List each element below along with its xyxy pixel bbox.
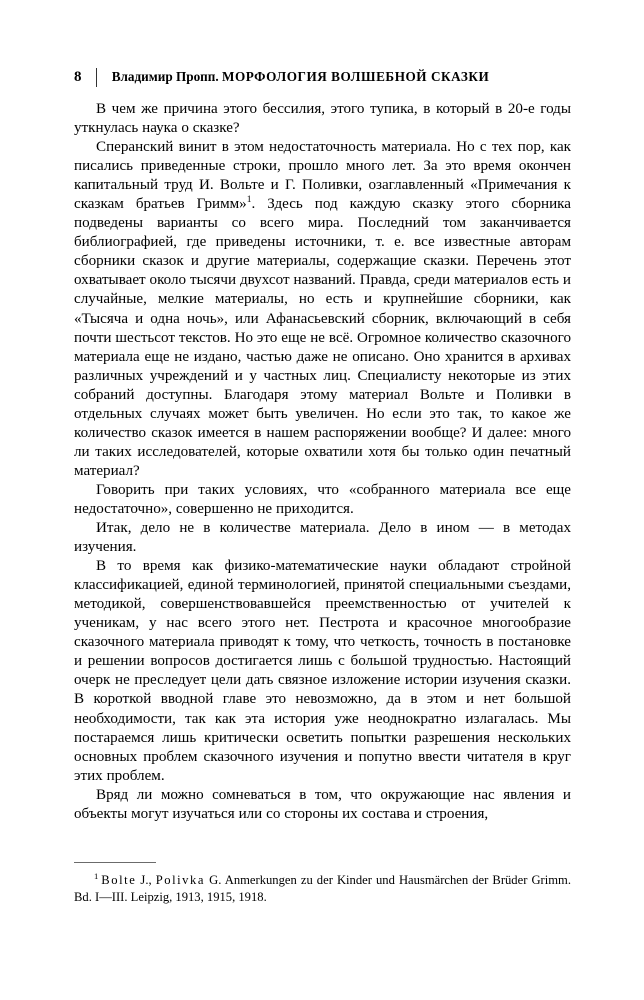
running-head-author: Владимир Пропп. — [111, 69, 222, 85]
paragraph-2-head: Сперанский винит в этом недостаточность материала. Но с тех пор, как писались приведенные строки, прошло много лет. За это время окончен капитальный труд И. Вольте и Г. Поливки, озаглавленный «Примечания к сказкам братьев Гримм» — [74, 139, 571, 213]
footnote-author-1-initial: J., — [136, 873, 156, 887]
paragraph-5: В то время как физико-математические науки обладают стройной классификацией, единой терминологией, принятой специальными съездами, методикой, совершенствовавшейся преемственностью от учителей к ученикам, у нас всего этого нет. Пестрота и красочное многообразие сказочного материала приводят к тому, что четкость, точность в постановке и решении вопросов достигается лишь с большой трудностью. Настоящий очерк не преследует цели дать связное изложение истории изучения сказки. В короткой вводной главе это невозможно, да в этом и нет большой необходимости, так как эта история уже неоднократно излагалась. Мы постараемся лишь критически осветить попытки разрешения нескольких основных проблем сказочного изучения и попутно ввести читателя в круг этих проблем. — [74, 558, 571, 784]
running-head-title — [112, 70, 490, 83]
running-head-book-title: МОРФОЛОГИЯ ВОЛШЕБНОЙ СКАЗКИ — [221, 69, 490, 85]
page-number: 8 — [74, 68, 82, 85]
footnote-author-2-surname: Polivka — [155, 873, 206, 887]
footnote-number: 1 — [94, 870, 99, 881]
paragraph-3: Говорить при таких условиях, что «собранного материала все еще недостаточно», совершенно не приходится. — [74, 481, 571, 517]
body-text — [74, 100, 571, 824]
footnote-1 — [74, 872, 571, 906]
paragraph-4: Итак, дело не в количестве материала. Дело в ином — в методах изучения. — [74, 520, 571, 556]
paragraph-2-tail: . Здесь под каждую сказку этого сборника подведены варианты со всего мира. Последний том заканчивается библиографией, где приведены источники, т. е. все известные авторам сборники сказок и другие материалы, содержащие сказки. Перечень этот охватывает около тысячи двухсот названий. Правда, среди материалов есть и случайные, мелкие материалы, но есть и крупнейшие сборники, как «Тысяча и одна ночь», или Афанасьевский сборник, включающий в себя почти шестьсот текстов. Но это еще не всё. Огромное количество сказочного материала еще не издано, частью даже не описано. Оно хранится в архивах различных учреждений и у частных лиц. Специалисту некоторые из этих собраний доступны. Благодаря этому материал Вольте и Поливки в отдельных случаях может быть увеличен. Но если это так, то какое же количество сказок имеется в нашем распоряжении вообще? И далее: много ли таких исследователей, которые охватили хотя бы только один печатный материал? — [74, 196, 571, 479]
paragraph-6: Вряд ли можно сомневаться в том, что окружающие нас явления и объекты могут изучаться или со стороны их состава и строения, — [74, 786, 571, 822]
paragraph-1: В чем же причина этого бессилия, этого тупика, в который в 20-е годы уткнулась наука о сказке? — [74, 101, 571, 137]
footnote-author-2-initial: G. — [205, 873, 225, 887]
footnote-reference-text: Anmerkungen zu der Kinder und Hausmärchen der Brüder Grimm. Bd. I—III. Leipzig, 1913, 1915, 1918. — [74, 873, 571, 905]
footnote-author-1-surname: Bolte — [101, 873, 137, 887]
footnote-separator-rule — [74, 862, 156, 863]
paragraph-2 — [74, 138, 571, 481]
running-head — [74, 66, 570, 88]
footnote-block — [74, 862, 571, 906]
running-head-divider — [96, 68, 97, 87]
footnote-reference-marker[interactable]: 1 — [246, 195, 252, 206]
